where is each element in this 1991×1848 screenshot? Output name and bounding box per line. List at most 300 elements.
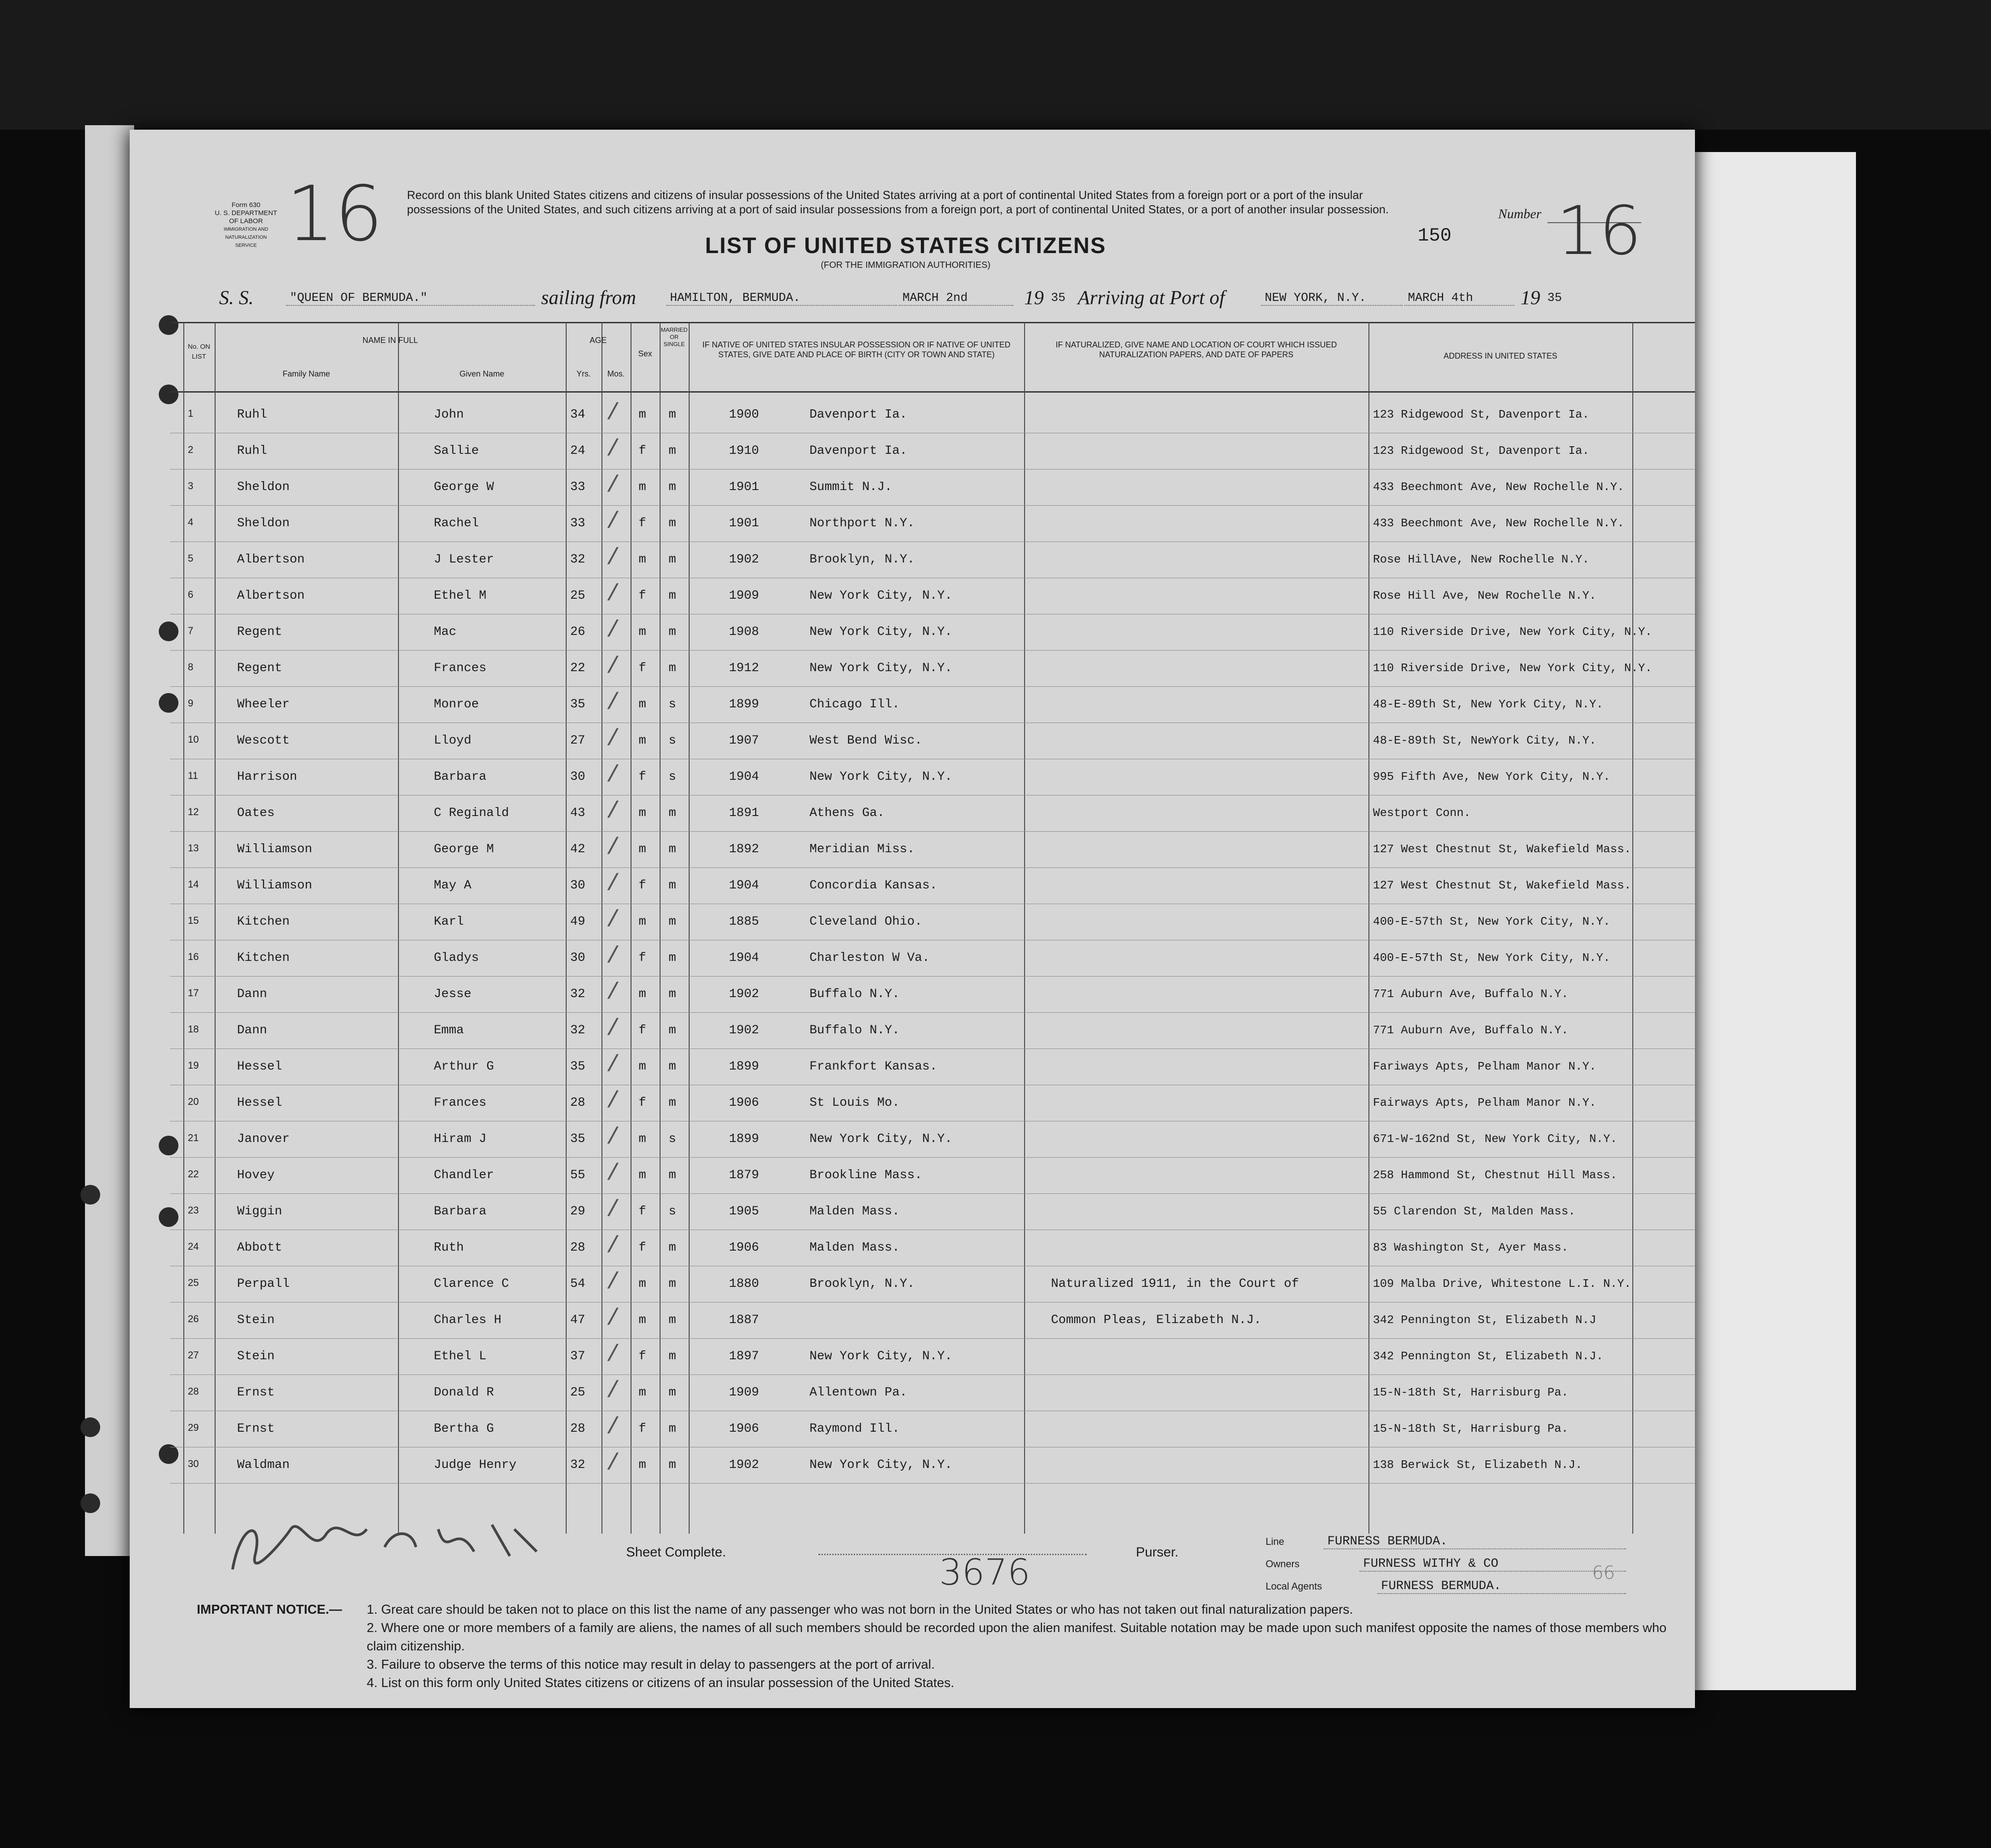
cell-year: 1902 [729,553,759,567]
cell-place: Meridian Miss. [809,842,915,856]
arrival-port: NEW YORK, N.Y. [1261,292,1402,306]
cell-year: 1906 [729,1422,759,1436]
cell-place: Malden Mass. [809,1205,900,1218]
cell-year: 1892 [729,842,759,856]
cell-yrs: 28 [570,1422,585,1436]
tick-mark-icon: / [606,1269,620,1295]
cell-yrs: 49 [570,915,585,929]
cell-family: Waldman [237,1458,290,1472]
table-row [170,1086,1695,1122]
cell-addr: 15-N-18th St, Harrisburg Pa. [1373,1422,1568,1435]
handwritten-number-left: 16 [286,170,383,258]
cell-yrs: 35 [570,1132,585,1146]
header-age: AGE [589,336,607,345]
table-row [170,615,1695,651]
tick-mark-icon: / [606,726,620,752]
cell-ms: m [669,1313,676,1327]
cell-place: Charleston W Va. [809,951,930,965]
cell-yrs: 29 [570,1205,585,1218]
cell-ms: m [669,806,676,820]
cell-family: Regent [237,661,282,675]
table-row [170,507,1695,543]
binder-hole [80,1417,100,1437]
page-title: LIST OF UNITED STATES CITIZENS [705,233,1106,258]
cell-yrs: 32 [570,987,585,1001]
cell-no: 29 [188,1422,199,1433]
table-row [170,1376,1695,1412]
cell-given: Charles H [434,1313,502,1327]
header-no: No. ON LIST [187,343,210,360]
cell-family: Wescott [237,734,290,748]
cell-given: Frances [434,661,487,675]
cell-place: Concordia Kansas. [809,879,937,892]
tick-mark-icon: / [606,834,620,861]
table-row [170,1412,1695,1448]
table-row [170,905,1695,941]
cell-year: 1909 [729,589,759,603]
cell-place: New York City, N.Y. [809,589,953,603]
cell-place: Summit N.J. [809,480,892,494]
tick-mark-icon: / [606,907,620,933]
hand-mark: 66 [1592,1563,1615,1583]
arriving-label: Arriving at Port of [1078,287,1225,309]
cell-place: Allentown Pa. [809,1386,907,1400]
cell-given: George M [434,842,494,856]
cell-no: 5 [188,553,194,564]
cell-no: 23 [188,1205,199,1216]
cell-yrs: 30 [570,770,585,784]
cell-family: Hessel [237,1060,282,1074]
table-row [170,1195,1695,1231]
cell-family: Sheldon [237,516,290,530]
row-rule [170,1338,1695,1339]
cell-year: 1904 [729,770,759,784]
cell-no: 2 [188,444,194,455]
cell-place: Malden Mass. [809,1241,900,1255]
cell-ms: m [669,879,676,892]
cell-family: Williamson [237,842,313,856]
cell-place: New York City, N.Y. [809,1132,953,1146]
cell-year: 1880 [729,1277,759,1291]
cell-year: 1887 [729,1313,759,1327]
cell-ms: m [669,1422,676,1436]
cell-addr: 995 Fifth Ave, New York City, N.Y. [1373,770,1610,783]
form-number [215,201,277,250]
cell-no: 11 [188,770,198,781]
row-rule [170,867,1695,868]
cell-no: 25 [188,1277,199,1288]
cell-given: Ethel L [434,1349,487,1363]
cell-sex: f [639,1023,646,1037]
cell-family: Regent [237,625,282,639]
tick-mark-icon: / [606,871,620,897]
sheet-complete-label: Sheet Complete. [626,1545,726,1560]
cell-place: Davenport Ia. [809,444,907,458]
cell-addr: 771 Auburn Ave, Buffalo N.Y. [1373,987,1568,1001]
folio-number: 150 [1418,225,1452,246]
cell-addr: 671-W-162nd St, New York City, N.Y. [1373,1132,1618,1146]
cell-place: Buffalo N.Y. [809,987,900,1001]
table-row [170,434,1695,470]
cell-given: John [434,408,464,422]
cell-family: Abbott [237,1241,282,1255]
cell-no: 18 [188,1023,199,1035]
cell-no: 6 [188,589,194,600]
table-row [170,543,1695,579]
header-married: MARRIED OR SINGLE [661,326,688,347]
cell-ms: m [669,625,676,639]
cell-ms: m [669,987,676,1001]
cell-yrs: 32 [570,553,585,567]
table-row [170,1159,1695,1195]
table-row [170,1448,1695,1484]
cell-place: Athens Ga. [809,806,885,820]
cell-family: Dann [237,1023,267,1037]
cell-given: Gladys [434,951,479,965]
cell-sex: m [639,1060,646,1074]
cell-yrs: 27 [570,734,585,748]
header-naturalized: IF NATURALIZED, GIVE NAME AND LOCATION OF COURT WHICH ISSUED NATURALIZATION PAPERS, AND DATE OF PAPERS [1055,340,1337,359]
cell-given: Lloyd [434,734,472,748]
tick-mark-icon: / [606,508,620,535]
cell-yrs: 26 [570,625,585,639]
cell-addr: 55 Clarendon St, Malden Mass. [1373,1205,1576,1218]
table-row [170,688,1695,724]
cell-sex: m [639,1313,646,1327]
cell-ms: m [669,915,676,929]
cell-no: 8 [188,661,194,672]
header-birth: IF NATIVE OF UNITED STATES INSULAR POSSESSION OR IF NATIVE OF UNITED STATES, GIVE DATE AND PLACE OF BIRTH (CITY OR TOWN AND STATE) [702,340,1011,359]
cell-year: 1905 [729,1205,759,1218]
cell-yrs: 32 [570,1023,585,1037]
cell-family: Perpall [237,1277,290,1291]
row-rule [170,686,1695,687]
departure-year: 35 [1051,292,1066,305]
ship-name: "QUEEN OF BERMUDA." [286,292,535,306]
cell-given: Jesse [434,987,472,1001]
cell-place: New York City, N.Y. [809,661,953,675]
cell-no: 24 [188,1241,199,1252]
cell-given: Barbara [434,1205,487,1218]
cell-no: 26 [188,1313,199,1324]
table-row [170,833,1695,869]
cell-given: Clarence C [434,1277,509,1291]
cell-sex: f [639,589,646,603]
cell-no: 19 [188,1060,199,1071]
cell-family: Kitchen [237,915,290,929]
cell-sex: m [639,1386,646,1400]
owners-label: Owners [1266,1558,1300,1569]
year-prefix-2: 19 [1521,287,1540,309]
tick-mark-icon: / [606,1015,620,1042]
tick-mark-icon: / [606,1450,620,1476]
row-rule [170,541,1695,542]
tick-mark-icon: / [606,1124,620,1150]
tick-mark-icon: / [606,400,620,426]
cell-given: Karl [434,915,464,929]
cell-year: 1885 [729,915,759,929]
row-rule [170,831,1695,832]
row-rule [170,1483,1695,1484]
row-rule [170,505,1695,506]
form-service: IMMIGRATION AND NATURALIZATION SERVICE [224,227,268,248]
notice-item-4: 4. List on this form only United States citizens or citizens of an insular possession of the United States. [367,1676,954,1690]
cell-family: Wheeler [237,698,290,711]
cell-sex: m [639,806,646,820]
cell-year: 1899 [729,698,759,711]
cell-family: Albertson [237,553,305,567]
cell-given: Mac [434,625,457,639]
table-row [170,1267,1695,1303]
cell-sex: f [639,1241,646,1255]
tick-mark-icon: / [606,1378,620,1404]
cell-place: Buffalo N.Y. [809,1023,900,1037]
table-row [170,1122,1695,1159]
cell-addr: Fairways Apts, Pelham Manor N.Y. [1373,1096,1597,1109]
table-row [170,398,1695,434]
cell-place: Northport N.Y. [809,516,915,530]
cell-place: Davenport Ia. [809,408,907,422]
cell-addr: 123 Ridgewood St, Davenport Ia. [1373,408,1589,421]
cell-place: Brooklyn, N.Y. [809,553,915,567]
signature-scrawl-icon [224,1502,546,1583]
cell-year: 1909 [729,1386,759,1400]
cell-no: 3 [188,480,194,491]
cell-yrs: 24 [570,444,585,458]
cell-ms: s [669,698,676,711]
cell-year: 1891 [729,806,759,820]
table-row [170,651,1695,688]
cell-addr: 258 Hammond St, Chestnut Hill Mass. [1373,1168,1618,1182]
cell-year: 1897 [729,1349,759,1363]
cell-given: Sallie [434,444,479,458]
cell-place: St Louis Mo. [809,1096,900,1110]
cell-addr: 342 Pennington St, Elizabeth N.J. [1373,1349,1603,1363]
cell-sex: m [639,842,646,856]
cell-sex: m [639,480,646,494]
cell-yrs: 22 [570,661,585,675]
cell-no: 7 [188,625,194,636]
cell-ms: m [669,516,676,530]
cell-ms: m [669,408,676,422]
cell-family: Oates [237,806,275,820]
cell-sex: f [639,444,646,458]
cell-sex: m [639,1168,646,1182]
cell-addr: 127 West Chestnut St, Wakefield Mass. [1373,879,1631,892]
notice-item-2: 2. Where one or more members of a family are aliens, the names of all such members should be recorded upon the alien manifest. Suitable notation may be made upon such manifest opposite the names of those members who claim citizenship. [367,1621,1667,1653]
cell-no: 4 [188,516,194,528]
tick-mark-icon: / [606,1341,620,1368]
cell-sex: m [639,553,646,567]
cell-given: Rachel [434,516,479,530]
cell-addr: 127 West Chestnut St, Wakefield Mass. [1373,842,1631,856]
cell-sex: f [639,1205,646,1218]
cell-given: George W [434,480,494,494]
cell-year: 1901 [729,516,759,530]
cell-family: Stein [237,1313,275,1327]
tick-mark-icon: / [606,1414,620,1440]
tick-mark-icon: / [606,617,620,643]
cell-family: Hessel [237,1096,282,1110]
cell-ms: m [669,444,676,458]
header-family-name: Family Name [282,369,330,378]
stamp-number: 3676 [939,1552,1030,1593]
tick-mark-icon: / [606,1305,620,1332]
handwritten-number-right: 16 [1556,192,1642,270]
signature [224,1502,546,1583]
cell-family: Wiggin [237,1205,282,1218]
cell-year: 1906 [729,1241,759,1255]
cell-place: Brookline Mass. [809,1168,923,1182]
manifest-table [170,322,1695,1534]
ss-label: S. S. [219,287,254,309]
cell-yrs: 25 [570,1386,585,1400]
cell-given: Arthur G [434,1060,494,1074]
cell-addr: Westport Conn. [1373,806,1471,820]
voyage-line [219,286,1650,309]
header-name-in-full: NAME IN FULL [362,336,418,345]
cell-yrs: 37 [570,1349,585,1363]
tick-mark-icon: / [606,1052,620,1078]
cell-no: 1 [188,408,194,419]
cell-ms: m [669,1277,676,1291]
tick-mark-icon: / [606,689,620,716]
cell-given: Hiram J [434,1132,487,1146]
form-dept: U. S. DEPARTMENT OF LABOR [215,209,277,225]
cell-year: 1908 [729,625,759,639]
cell-sex: f [639,516,646,530]
row-rule [170,1012,1695,1013]
row-rule [170,1157,1695,1158]
binder-hole [80,1185,100,1205]
cell-family: Ruhl [237,408,267,422]
cell-given: Barbara [434,770,487,784]
cell-no: 20 [188,1096,199,1107]
cell-no: 10 [188,734,199,745]
cell-year: 1910 [729,444,759,458]
cell-ms: m [669,842,676,856]
cell-addr: Fariways Apts, Pelham Manor N.Y. [1373,1060,1597,1073]
cell-year: 1904 [729,951,759,965]
cell-ms: m [669,553,676,567]
table-row [170,1050,1695,1086]
tick-mark-icon: / [606,1088,620,1114]
cell-ms: s [669,1132,676,1146]
cell-no: 13 [188,842,199,854]
table-row [170,579,1695,615]
cell-yrs: 28 [570,1096,585,1110]
cell-addr: 138 Berwick St, Elizabeth N.J. [1373,1458,1583,1472]
cell-sex: m [639,987,646,1001]
cell-place: Cleveland Ohio. [809,915,923,929]
cell-no: 27 [188,1349,199,1361]
number-label: Number [1498,207,1542,221]
cell-no: 9 [188,698,194,709]
table-row [170,1231,1695,1267]
cell-yrs: 33 [570,480,585,494]
notice-item-1: 1. Great care should be taken not to place on this list the name of any passenger who was not born in the United States or who has not taken out final naturalization papers. [367,1603,1353,1617]
cell-addr: 433 Beechmont Ave, New Rochelle N.Y. [1373,516,1624,530]
cell-ms: s [669,1205,676,1218]
cell-given: Emma [434,1023,464,1037]
form-number-text: Form 630 [231,201,261,209]
tick-mark-icon: / [606,1233,620,1259]
cell-yrs: 30 [570,879,585,892]
cell-no: 12 [188,806,199,817]
cell-given: Monroe [434,698,479,711]
table-row [170,796,1695,833]
cell-addr: 48-E-89th St, New York City, N.Y. [1373,698,1603,711]
cell-year: 1904 [729,879,759,892]
cell-nat: Common Pleas, Elizabeth N.J. [1051,1313,1262,1327]
cell-family: Ernst [237,1422,275,1436]
cell-year: 1900 [729,408,759,422]
table-row [170,941,1695,977]
departure-date: MARCH 2nd [899,292,1013,306]
arrival-year: 35 [1547,292,1562,305]
cell-yrs: 47 [570,1313,585,1327]
cell-year: 1899 [729,1060,759,1074]
agents-label: Local Agents [1266,1581,1322,1592]
header-address: ADDRESS IN UNITED STATES [1443,351,1558,360]
table-row [170,1014,1695,1050]
page-subtitle: (FOR THE IMMIGRATION AUTHORITIES) [821,260,991,270]
sailing-label: sailing from [541,287,636,309]
binder-hole [80,1493,100,1513]
cell-family: Ernst [237,1386,275,1400]
adjacent-page [1686,152,1856,1690]
cell-nat: Naturalized 1911, in the Court of [1051,1277,1299,1291]
cell-ms: m [669,1349,676,1363]
cell-given: Frances [434,1096,487,1110]
cell-addr: Rose Hill Ave, New Rochelle N.Y. [1373,589,1597,602]
cell-place: New York City, N.Y. [809,1349,953,1363]
cell-ms: m [669,1023,676,1037]
scan-border-top [0,0,1991,130]
tick-mark-icon: / [606,943,620,969]
table-row [170,724,1695,760]
cell-sex: m [639,1132,646,1146]
cell-yrs: 30 [570,951,585,965]
cell-sex: f [639,951,646,965]
cell-year: 1906 [729,1096,759,1110]
cell-addr: 400-E-57th St, New York City, N.Y. [1373,951,1610,964]
departure-port: HAMILTON, BERMUDA. [666,292,897,306]
cell-year: 1902 [729,987,759,1001]
cell-family: Stein [237,1349,275,1363]
row-rule [170,650,1695,651]
cell-year: 1899 [729,1132,759,1146]
cell-addr: 342 Pennington St, Elizabeth N.J [1373,1313,1597,1327]
cell-ms: m [669,661,676,675]
year-prefix-1: 19 [1024,287,1044,309]
table-row [170,1303,1695,1340]
cell-addr: 400-E-57th St, New York City, N.Y. [1373,915,1610,928]
cell-place: New York City, N.Y. [809,625,953,639]
tick-mark-icon: / [606,545,620,571]
notice-heading: IMPORTANT NOTICE.— [197,1603,342,1617]
cell-given: Judge Henry [434,1458,517,1472]
cell-family: Kitchen [237,951,290,965]
table-row [170,869,1695,905]
cell-ms: m [669,1060,676,1074]
cell-year: 1912 [729,661,759,675]
cell-given: Donald R [434,1386,494,1400]
cell-ms: m [669,1168,676,1182]
tick-mark-icon: / [606,762,620,788]
cell-yrs: 25 [570,589,585,603]
cell-family: Sheldon [237,480,290,494]
